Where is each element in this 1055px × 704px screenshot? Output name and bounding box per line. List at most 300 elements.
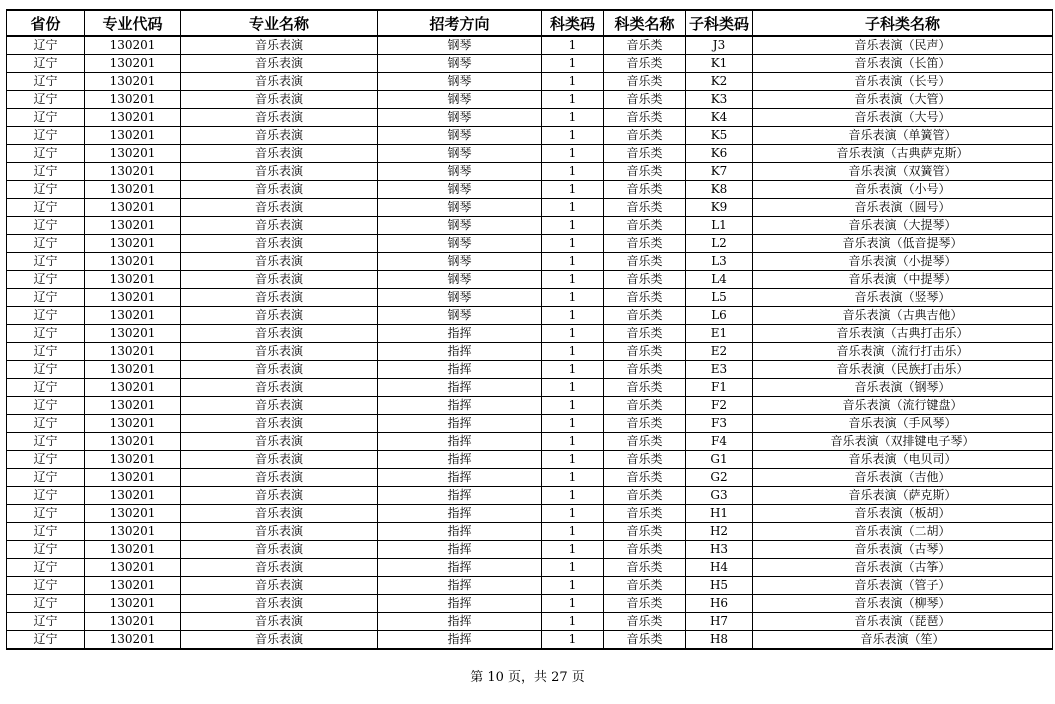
table-row <box>7 343 1053 361</box>
category-code-cell: 1 <box>542 325 604 343</box>
category-name-cell: 音乐类 <box>604 145 686 163</box>
major-name-cell: 音乐表演 <box>181 109 378 127</box>
subcategory-code-cell: L2 <box>686 235 753 253</box>
table-body <box>7 36 1053 649</box>
direction-cell: 钢琴 <box>378 289 542 307</box>
category-code-cell: 1 <box>542 253 604 271</box>
subcategory-name-cell: 音乐表演（古筝） <box>753 559 1053 577</box>
major-code-cell: 130201 <box>85 55 181 73</box>
subcategory-code-cell: H5 <box>686 577 753 595</box>
subcategory-code-cell: E1 <box>686 325 753 343</box>
province-cell: 辽宁 <box>7 361 85 379</box>
subcategory-name-cell: 音乐表演（古典吉他） <box>753 307 1053 325</box>
direction-cell: 钢琴 <box>378 91 542 109</box>
table-row <box>7 361 1053 379</box>
subcategory-code-cell: K4 <box>686 109 753 127</box>
province-cell: 辽宁 <box>7 523 85 541</box>
table-row <box>7 163 1053 181</box>
header-subcategory-name: 子科类名称 <box>753 10 1053 36</box>
category-name-cell: 音乐类 <box>604 631 686 650</box>
major-code-cell: 130201 <box>85 469 181 487</box>
category-code-cell: 1 <box>542 577 604 595</box>
province-cell: 辽宁 <box>7 235 85 253</box>
subcategory-name-cell: 音乐表演（流行键盘） <box>753 397 1053 415</box>
subcategory-name-cell: 音乐表演（民族打击乐） <box>753 361 1053 379</box>
category-code-cell: 1 <box>542 343 604 361</box>
major-name-cell: 音乐表演 <box>181 379 378 397</box>
province-cell: 辽宁 <box>7 505 85 523</box>
category-name-cell: 音乐类 <box>604 577 686 595</box>
subcategory-code-cell: H8 <box>686 631 753 650</box>
category-code-cell: 1 <box>542 379 604 397</box>
subcategory-name-cell: 音乐表演（双排键电子琴） <box>753 433 1053 451</box>
province-cell: 辽宁 <box>7 415 85 433</box>
subcategory-name-cell: 音乐表演（中提琴） <box>753 271 1053 289</box>
direction-cell: 指挥 <box>378 415 542 433</box>
table-row <box>7 631 1053 650</box>
subcategory-code-cell: L1 <box>686 217 753 235</box>
direction-cell: 钢琴 <box>378 109 542 127</box>
province-cell: 辽宁 <box>7 271 85 289</box>
table-row <box>7 487 1053 505</box>
subcategory-code-cell: K2 <box>686 73 753 91</box>
province-cell: 辽宁 <box>7 541 85 559</box>
subcategory-code-cell: J3 <box>686 36 753 55</box>
major-name-cell: 音乐表演 <box>181 487 378 505</box>
category-code-cell: 1 <box>542 361 604 379</box>
subcategory-code-cell: G3 <box>686 487 753 505</box>
major-name-cell: 音乐表演 <box>181 631 378 650</box>
province-cell: 辽宁 <box>7 73 85 91</box>
direction-cell: 指挥 <box>378 523 542 541</box>
category-code-cell: 1 <box>542 559 604 577</box>
category-code-cell: 1 <box>542 595 604 613</box>
major-name-cell: 音乐表演 <box>181 181 378 199</box>
table-row <box>7 271 1053 289</box>
category-name-cell: 音乐类 <box>604 217 686 235</box>
major-code-cell: 130201 <box>85 235 181 253</box>
direction-cell: 钢琴 <box>378 217 542 235</box>
major-code-cell: 130201 <box>85 613 181 631</box>
subcategory-name-cell: 音乐表演（低音提琴） <box>753 235 1053 253</box>
major-code-cell: 130201 <box>85 145 181 163</box>
direction-cell: 指挥 <box>378 397 542 415</box>
subcategory-name-cell: 音乐表演（手风琴） <box>753 415 1053 433</box>
province-cell: 辽宁 <box>7 433 85 451</box>
subcategory-name-cell: 音乐表演（钢琴） <box>753 379 1053 397</box>
table-row <box>7 109 1053 127</box>
subcategory-name-cell: 音乐表演（二胡） <box>753 523 1053 541</box>
direction-cell: 钢琴 <box>378 36 542 55</box>
category-name-cell: 音乐类 <box>604 433 686 451</box>
table-row <box>7 145 1053 163</box>
major-name-cell: 音乐表演 <box>181 307 378 325</box>
direction-cell: 钢琴 <box>378 55 542 73</box>
subcategory-code-cell: L5 <box>686 289 753 307</box>
category-name-cell: 音乐类 <box>604 199 686 217</box>
major-code-cell: 130201 <box>85 343 181 361</box>
table-row <box>7 577 1053 595</box>
category-code-cell: 1 <box>542 271 604 289</box>
major-name-cell: 音乐表演 <box>181 343 378 361</box>
province-cell: 辽宁 <box>7 307 85 325</box>
major-code-cell: 130201 <box>85 181 181 199</box>
major-name-cell: 音乐表演 <box>181 199 378 217</box>
header-subcategory-code: 子科类码 <box>686 10 753 36</box>
header-province: 省份 <box>7 10 85 36</box>
major-code-cell: 130201 <box>85 109 181 127</box>
category-code-cell: 1 <box>542 631 604 650</box>
table-row <box>7 36 1053 55</box>
category-code-cell: 1 <box>542 217 604 235</box>
major-name-cell: 音乐表演 <box>181 253 378 271</box>
province-cell: 辽宁 <box>7 289 85 307</box>
province-cell: 辽宁 <box>7 145 85 163</box>
subcategory-name-cell: 音乐表演（萨克斯） <box>753 487 1053 505</box>
table-row <box>7 325 1053 343</box>
direction-cell: 指挥 <box>378 325 542 343</box>
major-code-cell: 130201 <box>85 73 181 91</box>
category-name-cell: 音乐类 <box>604 163 686 181</box>
direction-cell: 指挥 <box>378 343 542 361</box>
major-name-cell: 音乐表演 <box>181 325 378 343</box>
category-name-cell: 音乐类 <box>604 559 686 577</box>
header-major-code: 专业代码 <box>85 10 181 36</box>
category-code-cell: 1 <box>542 433 604 451</box>
province-cell: 辽宁 <box>7 217 85 235</box>
major-name-cell: 音乐表演 <box>181 433 378 451</box>
table-header-row <box>7 10 1053 36</box>
province-cell: 辽宁 <box>7 451 85 469</box>
subcategory-name-cell: 音乐表演（吉他） <box>753 469 1053 487</box>
major-name-cell: 音乐表演 <box>181 559 378 577</box>
category-code-cell: 1 <box>542 451 604 469</box>
category-name-cell: 音乐类 <box>604 487 686 505</box>
direction-cell: 指挥 <box>378 577 542 595</box>
major-code-cell: 130201 <box>85 487 181 505</box>
category-name-cell: 音乐类 <box>604 325 686 343</box>
province-cell: 辽宁 <box>7 253 85 271</box>
subcategory-code-cell: F1 <box>686 379 753 397</box>
province-cell: 辽宁 <box>7 36 85 55</box>
subcategory-name-cell: 音乐表演（大提琴） <box>753 217 1053 235</box>
province-cell: 辽宁 <box>7 343 85 361</box>
major-code-cell: 130201 <box>85 271 181 289</box>
table-row <box>7 127 1053 145</box>
subcategory-code-cell: F4 <box>686 433 753 451</box>
subcategory-name-cell: 音乐表演（长号） <box>753 73 1053 91</box>
table-row <box>7 253 1053 271</box>
major-name-cell: 音乐表演 <box>181 451 378 469</box>
major-name-cell: 音乐表演 <box>181 145 378 163</box>
subcategory-code-cell: H1 <box>686 505 753 523</box>
category-code-cell: 1 <box>542 469 604 487</box>
subcategory-code-cell: K3 <box>686 91 753 109</box>
province-cell: 辽宁 <box>7 469 85 487</box>
subcategory-code-cell: G2 <box>686 469 753 487</box>
direction-cell: 钢琴 <box>378 199 542 217</box>
province-cell: 辽宁 <box>7 181 85 199</box>
subcategory-code-cell: E3 <box>686 361 753 379</box>
subcategory-name-cell: 音乐表演（古琴） <box>753 541 1053 559</box>
major-code-cell: 130201 <box>85 595 181 613</box>
category-name-cell: 音乐类 <box>604 523 686 541</box>
province-cell: 辽宁 <box>7 595 85 613</box>
subcategory-code-cell: H6 <box>686 595 753 613</box>
major-code-cell: 130201 <box>85 505 181 523</box>
direction-cell: 指挥 <box>378 613 542 631</box>
subcategory-code-cell: K9 <box>686 199 753 217</box>
category-name-cell: 音乐类 <box>604 127 686 145</box>
subcategory-code-cell: G1 <box>686 451 753 469</box>
major-code-cell: 130201 <box>85 325 181 343</box>
category-code-cell: 1 <box>542 127 604 145</box>
province-cell: 辽宁 <box>7 559 85 577</box>
category-name-cell: 音乐类 <box>604 343 686 361</box>
direction-cell: 指挥 <box>378 469 542 487</box>
major-code-cell: 130201 <box>85 127 181 145</box>
category-code-cell: 1 <box>542 73 604 91</box>
subcategory-code-cell: K1 <box>686 55 753 73</box>
table-row <box>7 91 1053 109</box>
major-name-cell: 音乐表演 <box>181 289 378 307</box>
table-row <box>7 613 1053 631</box>
subcategory-name-cell: 音乐表演（民声） <box>753 36 1053 55</box>
province-cell: 辽宁 <box>7 613 85 631</box>
category-name-cell: 音乐类 <box>604 541 686 559</box>
major-code-cell: 130201 <box>85 91 181 109</box>
category-code-cell: 1 <box>542 541 604 559</box>
major-name-cell: 音乐表演 <box>181 505 378 523</box>
table-row <box>7 379 1053 397</box>
province-cell: 辽宁 <box>7 55 85 73</box>
subcategory-name-cell: 音乐表演（管子） <box>753 577 1053 595</box>
table-row <box>7 73 1053 91</box>
category-name-cell: 音乐类 <box>604 73 686 91</box>
subcategory-name-cell: 音乐表演（古典萨克斯） <box>753 145 1053 163</box>
category-name-cell: 音乐类 <box>604 181 686 199</box>
category-name-cell: 音乐类 <box>604 289 686 307</box>
subcategory-code-cell: H2 <box>686 523 753 541</box>
province-cell: 辽宁 <box>7 91 85 109</box>
table-row <box>7 181 1053 199</box>
category-code-cell: 1 <box>542 505 604 523</box>
category-name-cell: 音乐类 <box>604 613 686 631</box>
subcategory-name-cell: 音乐表演（单簧管） <box>753 127 1053 145</box>
category-name-cell: 音乐类 <box>604 469 686 487</box>
major-name-cell: 音乐表演 <box>181 55 378 73</box>
subcategory-name-cell: 音乐表演（古典打击乐） <box>753 325 1053 343</box>
major-name-cell: 音乐表演 <box>181 127 378 145</box>
major-name-cell: 音乐表演 <box>181 271 378 289</box>
table-row <box>7 469 1053 487</box>
category-code-cell: 1 <box>542 109 604 127</box>
table-row <box>7 199 1053 217</box>
category-name-cell: 音乐类 <box>604 55 686 73</box>
province-cell: 辽宁 <box>7 379 85 397</box>
direction-cell: 钢琴 <box>378 235 542 253</box>
table-row <box>7 235 1053 253</box>
category-name-cell: 音乐类 <box>604 451 686 469</box>
category-code-cell: 1 <box>542 36 604 55</box>
province-cell: 辽宁 <box>7 487 85 505</box>
major-code-cell: 130201 <box>85 415 181 433</box>
category-name-cell: 音乐类 <box>604 379 686 397</box>
direction-cell: 指挥 <box>378 541 542 559</box>
category-code-cell: 1 <box>542 613 604 631</box>
subcategory-code-cell: K7 <box>686 163 753 181</box>
subcategory-code-cell: F2 <box>686 397 753 415</box>
table-row <box>7 307 1053 325</box>
major-code-cell: 130201 <box>85 523 181 541</box>
province-cell: 辽宁 <box>7 325 85 343</box>
direction-cell: 钢琴 <box>378 163 542 181</box>
category-name-cell: 音乐类 <box>604 36 686 55</box>
direction-cell: 指挥 <box>378 631 542 650</box>
subcategory-code-cell: K8 <box>686 181 753 199</box>
category-name-cell: 音乐类 <box>604 307 686 325</box>
direction-cell: 钢琴 <box>378 181 542 199</box>
subcategory-code-cell: K5 <box>686 127 753 145</box>
category-name-cell: 音乐类 <box>604 505 686 523</box>
table-row <box>7 55 1053 73</box>
subcategory-code-cell: K6 <box>686 145 753 163</box>
category-name-cell: 音乐类 <box>604 361 686 379</box>
subcategory-name-cell: 音乐表演（电贝司） <box>753 451 1053 469</box>
header-direction: 招考方向 <box>378 10 542 36</box>
category-code-cell: 1 <box>542 235 604 253</box>
major-name-cell: 音乐表演 <box>181 415 378 433</box>
subcategory-name-cell: 音乐表演（圆号） <box>753 199 1053 217</box>
province-cell: 辽宁 <box>7 199 85 217</box>
category-code-cell: 1 <box>542 163 604 181</box>
category-name-cell: 音乐类 <box>604 253 686 271</box>
page-number: 第 10 页，共 27 页 <box>470 670 585 685</box>
category-name-cell: 音乐类 <box>604 235 686 253</box>
category-name-cell: 音乐类 <box>604 109 686 127</box>
subcategory-code-cell: H3 <box>686 541 753 559</box>
major-code-cell: 130201 <box>85 577 181 595</box>
major-name-cell: 音乐表演 <box>181 595 378 613</box>
category-name-cell: 音乐类 <box>604 91 686 109</box>
major-code-cell: 130201 <box>85 433 181 451</box>
direction-cell: 指挥 <box>378 487 542 505</box>
province-cell: 辽宁 <box>7 397 85 415</box>
category-name-cell: 音乐类 <box>604 595 686 613</box>
major-code-cell: 130201 <box>85 36 181 55</box>
direction-cell: 指挥 <box>378 559 542 577</box>
direction-cell: 钢琴 <box>378 307 542 325</box>
subcategory-name-cell: 音乐表演（大管） <box>753 91 1053 109</box>
category-name-cell: 音乐类 <box>604 397 686 415</box>
table-row <box>7 217 1053 235</box>
subcategory-name-cell: 音乐表演（琵琶） <box>753 613 1053 631</box>
province-cell: 辽宁 <box>7 577 85 595</box>
direction-cell: 钢琴 <box>378 73 542 91</box>
province-cell: 辽宁 <box>7 163 85 181</box>
table-row <box>7 289 1053 307</box>
subcategory-name-cell: 音乐表演（板胡） <box>753 505 1053 523</box>
major-code-cell: 130201 <box>85 163 181 181</box>
major-code-cell: 130201 <box>85 397 181 415</box>
category-code-cell: 1 <box>542 487 604 505</box>
subcategory-name-cell: 音乐表演（小号） <box>753 181 1053 199</box>
major-code-cell: 130201 <box>85 253 181 271</box>
major-code-cell: 130201 <box>85 217 181 235</box>
major-code-cell: 130201 <box>85 289 181 307</box>
province-cell: 辽宁 <box>7 109 85 127</box>
direction-cell: 指挥 <box>378 361 542 379</box>
major-code-cell: 130201 <box>85 451 181 469</box>
category-code-cell: 1 <box>542 55 604 73</box>
major-name-cell: 音乐表演 <box>181 361 378 379</box>
subcategory-code-cell: H4 <box>686 559 753 577</box>
major-name-cell: 音乐表演 <box>181 469 378 487</box>
category-code-cell: 1 <box>542 307 604 325</box>
subcategory-name-cell: 音乐表演（双簧管） <box>753 163 1053 181</box>
subcategory-code-cell: H7 <box>686 613 753 631</box>
major-code-cell: 130201 <box>85 559 181 577</box>
major-name-cell: 音乐表演 <box>181 91 378 109</box>
direction-cell: 指挥 <box>378 595 542 613</box>
major-code-cell: 130201 <box>85 307 181 325</box>
header-category-code: 科类码 <box>542 10 604 36</box>
subcategory-code-cell: L4 <box>686 271 753 289</box>
table-row <box>7 415 1053 433</box>
table-row <box>7 397 1053 415</box>
major-name-cell: 音乐表演 <box>181 163 378 181</box>
major-name-cell: 音乐表演 <box>181 73 378 91</box>
major-name-cell: 音乐表演 <box>181 217 378 235</box>
subcategory-code-cell: F3 <box>686 415 753 433</box>
table-row <box>7 433 1053 451</box>
major-name-cell: 音乐表演 <box>181 36 378 55</box>
major-code-cell: 130201 <box>85 199 181 217</box>
direction-cell: 指挥 <box>378 451 542 469</box>
direction-cell: 钢琴 <box>378 253 542 271</box>
table-row <box>7 505 1053 523</box>
subcategory-name-cell: 音乐表演（竖琴） <box>753 289 1053 307</box>
major-name-cell: 音乐表演 <box>181 577 378 595</box>
direction-cell: 指挥 <box>378 379 542 397</box>
category-code-cell: 1 <box>542 415 604 433</box>
major-code-cell: 130201 <box>85 361 181 379</box>
header-category-name: 科类名称 <box>604 10 686 36</box>
category-name-cell: 音乐类 <box>604 415 686 433</box>
major-code-cell: 130201 <box>85 631 181 650</box>
category-code-cell: 1 <box>542 199 604 217</box>
table-row <box>7 595 1053 613</box>
category-code-cell: 1 <box>542 181 604 199</box>
major-name-cell: 音乐表演 <box>181 613 378 631</box>
subcategory-code-cell: L3 <box>686 253 753 271</box>
table-row <box>7 559 1053 577</box>
data-table <box>6 9 1053 650</box>
direction-cell: 钢琴 <box>378 271 542 289</box>
table-row <box>7 541 1053 559</box>
major-code-cell: 130201 <box>85 379 181 397</box>
subcategory-name-cell: 音乐表演（笙） <box>753 631 1053 650</box>
subcategory-name-cell: 音乐表演（流行打击乐） <box>753 343 1053 361</box>
direction-cell: 指挥 <box>378 505 542 523</box>
province-cell: 辽宁 <box>7 631 85 650</box>
major-name-cell: 音乐表演 <box>181 541 378 559</box>
major-name-cell: 音乐表演 <box>181 523 378 541</box>
category-name-cell: 音乐类 <box>604 271 686 289</box>
subcategory-name-cell: 音乐表演（长笛） <box>753 55 1053 73</box>
table-row <box>7 523 1053 541</box>
direction-cell: 指挥 <box>378 433 542 451</box>
